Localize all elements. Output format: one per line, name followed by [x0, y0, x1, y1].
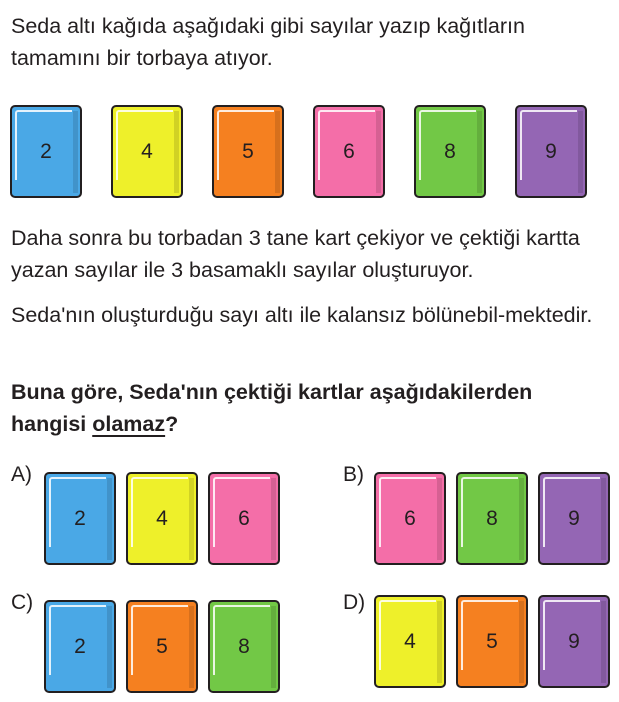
card — [456, 472, 528, 565]
option-label: A) — [11, 463, 32, 486]
card — [10, 105, 82, 198]
card-number: 6 — [343, 139, 355, 163]
card-number: 8 — [444, 139, 456, 163]
card-number: 2 — [74, 634, 86, 658]
card — [538, 595, 610, 688]
card — [111, 105, 183, 198]
option-label: D) — [343, 591, 366, 614]
card — [212, 105, 284, 198]
card — [44, 472, 116, 565]
card-number: 6 — [404, 506, 416, 530]
intro-text: Seda altı kağıda aşağıdaki gibi sayılar yazıp kağıtların tamamını bir torbaya atıyor. — [11, 14, 525, 70]
card — [313, 105, 385, 198]
option-label: B) — [343, 463, 364, 486]
option-label: C) — [11, 591, 34, 614]
prompt-emphasis: olamaz — [92, 412, 166, 436]
card-number: 9 — [545, 139, 557, 163]
card-number: 9 — [568, 506, 580, 530]
card-number: 6 — [238, 506, 250, 530]
card-number: 2 — [40, 139, 52, 163]
card-number: 5 — [486, 629, 498, 653]
card-number: 4 — [141, 139, 153, 163]
card — [456, 595, 528, 688]
question-prompt — [11, 376, 611, 440]
paragraph-2: Daha sonra bu torbadan 3 tane kart çekiyor ve çektiği kartta yazan sayılar ile 3 basamaklı sayılar oluşturuyor. — [11, 226, 580, 282]
paragraph-3: Seda'nın oluşturduğu sayı altı ile kalansız bölünebil-mektedir. — [11, 303, 593, 327]
card-number: 9 — [568, 629, 580, 653]
card — [126, 472, 198, 565]
card — [374, 472, 446, 565]
card-number: 2 — [74, 506, 86, 530]
card-number: 4 — [156, 506, 168, 530]
card — [515, 105, 587, 198]
card — [208, 472, 280, 565]
card-number: 5 — [156, 634, 168, 658]
prompt-text: Buna göre, Seda'nın çektiği kartlar aşağıdakilerden hangisi — [11, 380, 533, 436]
card — [538, 472, 610, 565]
card-number: 5 — [242, 139, 254, 163]
card-number: 8 — [486, 506, 498, 530]
card — [126, 600, 198, 693]
card-number: 8 — [238, 634, 250, 658]
card — [44, 600, 116, 693]
card — [374, 595, 446, 688]
prompt-end: ? — [165, 412, 179, 436]
card — [414, 105, 486, 198]
card-number: 4 — [404, 629, 416, 653]
card — [208, 600, 280, 693]
